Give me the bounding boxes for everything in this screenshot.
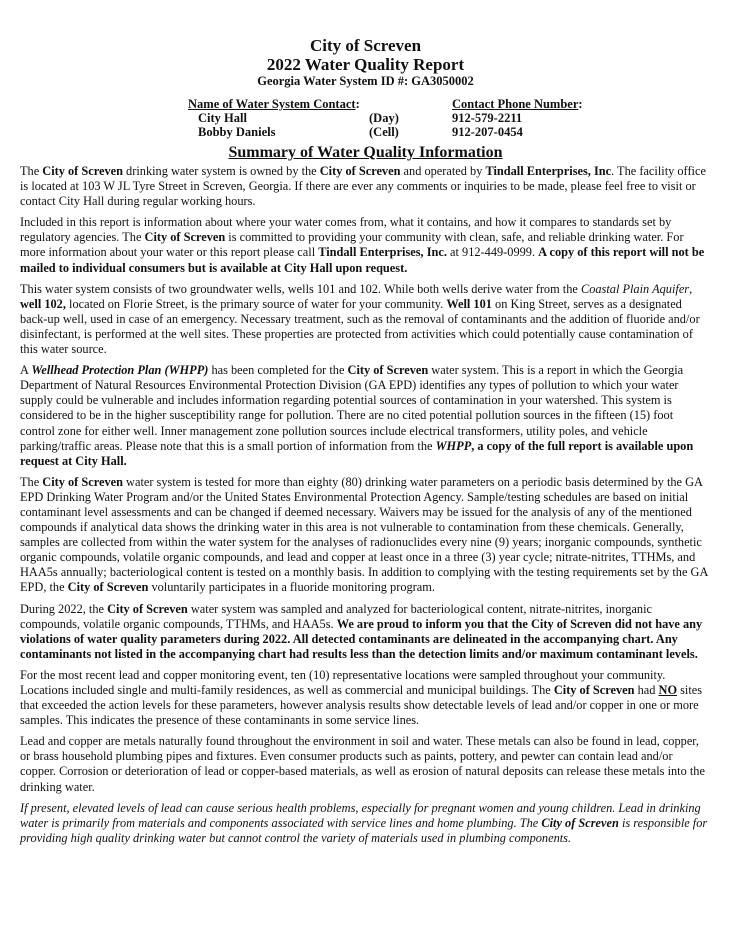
paragraph-2022-results: During 2022, the City of Screven water system was sampled and analyzed for bacteriological content, nitrate-nitrites, inorganic compounds, volatile organic compounds, TTHMs, and HAA5s. We are proud to inform you that the City of Screven did not have any violations of water quality parameters during 2022. All detected contaminants are delineated in the accompanying chart. Any contaminants not listed in the accompanying chart had results less than the detection limits and/or maximum contaminant levels.: [20, 601, 703, 661]
report-page: [20, 36, 711, 852]
paragraph-ownership: The City of Screven drinking water system is owned by the City of Screven and operated by Tindall Enterprises, Inc. The facility office is located at 103 W JL Tyre Street in Screven, Georgia. If there are ever any comments or inquiries to be made, please feel free to visit or contact City Hall during regular working hours.: [20, 164, 706, 209]
contact-row: [188, 125, 583, 139]
contact-phone: 912-579-2211: [452, 111, 523, 125]
contact-phone: 912-207-0454: [452, 125, 523, 139]
paragraph-testing: The City of Screven water system is tested for more than eighty (80) drinking water parameters on a periodic basis determined by the GA EPD Drinking Water Program and/or the United States Environmental Protection Agency. Sample/testing schedules are based on initial contaminant level assessments and can be changed if deemed necessary. Waivers may be issued for the analysis of any of the mentioned compounds if analytical data shows the drinking water in this area is not vulnerable to contamination from these chemicals. Generally, samples are collected from within the water system for the analyses of radionuclides every nine (9) years; inorganic compounds, synthetic organic compounds, volatile organic compounds, and lead and copper at least once in a three (3) year cycle; nitrate-nitrites, TTHMs, and HAA5s annually; bacteriological content is tested on a monthly basis. In addition to complying with the testing requirements set by the GA EPD, the City of Screven voluntarily participates in a fluoride monitoring program.: [20, 474, 708, 595]
paragraph-whpp: A Wellhead Protection Plan (WHPP) has been completed for the City of Screven water system. This is a report in which the Georgia Department of Natural Resources Environmental Protection Division (GA EPD) identifies any types of pollution to which your water supply could be vulnerable and includes information regarding potential sources of contamination in your watershed. This system is considered to be in the higher susceptibility range for pollution. There are no cited potential pollution sources in the fifteen (15) foot control zone for either well. Inner management zone pollution sources include electrical transformers, utility poles, and vehicle parking/traffic areas. Please note that this is a small portion of information from the WHPP, a copy of the full report is available upon request at City Hall.: [20, 363, 694, 468]
paragraph-lead-copper-sources: Lead and copper are metals naturally found throughout the environment in soil and water. These metals can also be found in lead, copper, or brass household plumbing pipes and fixtures. Even consumer products such as paints, pottery, and pewter can contain lead and/or copper. Corrosion or deterioration of lead or copper-based materials, as well as erosion of natural deposits can release these metals into the drinking water.: [20, 734, 705, 794]
paragraph-lead-health: If present, elevated levels of lead can cause serious health problems, especially for pregnant women and young children. Lead in drinking water is primarily from materials and components associated with service lines and home plumbing. The City of Screven is responsible for providing high quality drinking water but cannot control the variety of materials used in plumbing components.: [20, 800, 708, 845]
paragraph-wells: This water system consists of two groundwater wells, wells 101 and 102. While both wells derive water from the Coastal Plain Aquifer, well 102, located on Florie Street, is the primary source of water for your community. Well 101 on King Street, serves as a designated back-up well, used in case of an emergency. Necessary treatment, such as the removal of contaminants and the addition of fluoride and/or disinfectant, is performed at the well sites. These properties are protected from activities which could potentially cause contamination of this water source.: [20, 281, 700, 357]
contact-name-header: Name of Water System Contact: [188, 97, 356, 111]
contact-type: (Day): [369, 111, 399, 125]
paragraph-report-info: Included in this report is information about where your water comes from, what it contains, and how it compares to standards set by regulatory agencies. The City of Screven is committed to providing your community with clean, safe, and reliable drinking water. For more information about your water or this report please call Tindall Enterprises, Inc. at 912-449-0999. A copy of this report will not be mailed to individual consumers but is available at City Hall upon request.: [20, 215, 705, 275]
contacts-table: [188, 97, 583, 139]
water-system-id: Georgia Water System ID #: GA3050002: [257, 74, 474, 88]
contact-name: Bobby Daniels: [198, 125, 276, 139]
contacts-header-row: Name of Water System Contact: Contact Phone Number:: [188, 97, 583, 111]
paragraph-lead-copper-monitoring: For the most recent lead and copper monitoring event, ten (10) representative locations were sampled throughout your community. Locations included single and multi-family residences, as well as commercial and municipal buildings. The City of Screven had NO sites that exceeded the action levels for these parameters, however analysis results show detectable levels of lead and/or copper in one or more samples. This indicates the presence of these contaminants in some service lines.: [20, 667, 703, 728]
section-title: Summary of Water Quality Information: [228, 144, 503, 161]
report-city-title: City of Screven: [309, 36, 422, 55]
contact-name: City Hall: [198, 111, 247, 125]
report-title: 2022 Water Quality Report: [266, 55, 465, 74]
contact-phone-header: Contact Phone Number: [452, 97, 579, 111]
contact-row: [188, 111, 583, 125]
contact-type: (Cell): [369, 125, 399, 139]
